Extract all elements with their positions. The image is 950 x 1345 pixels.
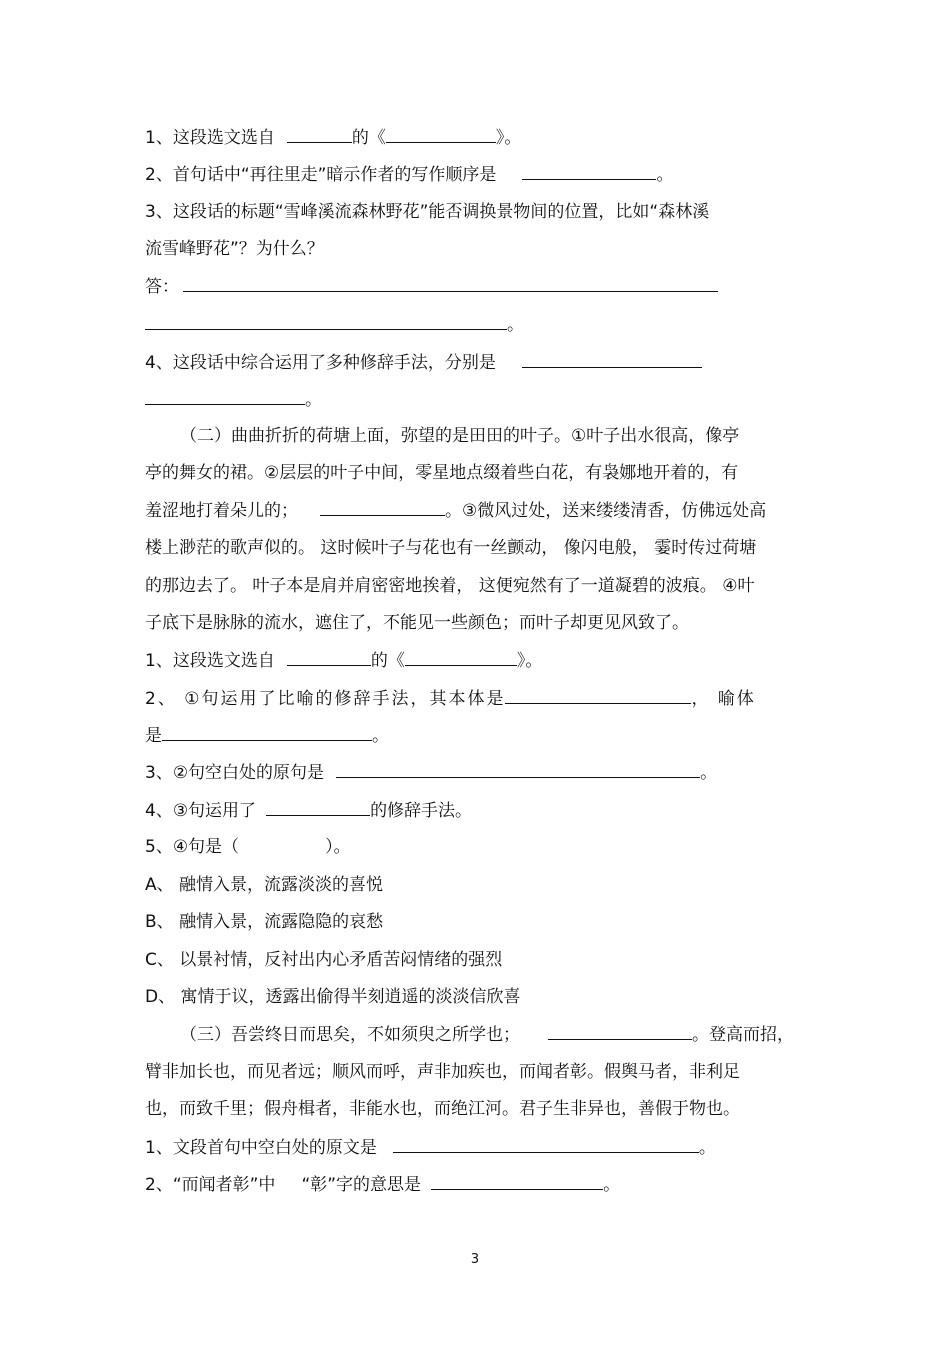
s3-q2-blank[interactable]: [431, 1173, 603, 1190]
s3-q1-end: 。: [698, 1138, 716, 1158]
s2-q5-end: ）。: [325, 837, 351, 857]
s1-q4-text: 4、这段话中综合运用了多种修辞手法，分别是: [145, 353, 496, 373]
s2-passage-line6: 子底下是脉脉的流水，遮住了，不能见一些颜色；而叶子却更见风致了。: [145, 613, 689, 633]
s2-passage-blank[interactable]: [320, 499, 445, 516]
s2-passage-line1: （二）曲曲折折的荷塘上面，弥望的是田田的叶子。①叶子出水很高，像亭: [180, 426, 740, 446]
page-number: 3: [470, 1252, 480, 1267]
s1-q4-end: 。: [305, 390, 322, 410]
s2-q3: [145, 761, 717, 784]
s2-q5: [145, 836, 351, 858]
s3-line1-b: 。登高而招，: [692, 1025, 794, 1045]
s2-passage-line3-a: 羞涩地打着朵儿的；: [145, 501, 298, 521]
s3-line1: [180, 1023, 794, 1046]
s3-q1-text: 1、文段首句中空白处的原文是: [145, 1138, 377, 1158]
s2-q4-blank[interactable]: [266, 799, 370, 816]
s3-q2-text-b: “彰”字的意思是: [301, 1175, 422, 1195]
s2-passage-line5: 的那边去了。 叶子本是肩并肩密密地挨着， 这便宛然有了一道凝碧的波痕。 ④叶: [145, 576, 755, 596]
s2-q2-end: 。: [372, 726, 389, 746]
s1-q2-blank[interactable]: [522, 163, 656, 180]
s2-q2-vehicle-label: ， 喻体: [691, 689, 756, 709]
s2-option-d[interactable]: D、 寓情于议，透露出偷得半刻逍遥的淡淡信欣喜: [145, 987, 521, 1007]
s2-q1-blank-author[interactable]: [287, 649, 371, 666]
s1-q3-line1: 3、这段话的标题“雪峰溪流森林野花”能否调换景物间的位置，比如“森林溪: [145, 202, 710, 222]
s2-q4-end: 的修辞手法。: [370, 801, 473, 821]
s1-q1: [145, 126, 521, 149]
s2-q1-text: 1、这段选文选自: [145, 651, 275, 671]
s2-option-c[interactable]: C、 以景衬情，反衬出内心矛盾苦闷情绪的强烈: [145, 950, 503, 970]
s1-answer-blank-1[interactable]: [183, 275, 718, 292]
s2-q2-text: 2、 ①句运用了比喻的修辞手法，其本体是: [145, 689, 506, 709]
s1-answer-line2: [145, 313, 524, 336]
s1-q1-of: 的《: [351, 128, 386, 148]
s2-q4-text: 4、③句运用了: [145, 801, 257, 821]
s1-q2-text: 2、首句话中“再往里走”暗示作者的写作顺序是: [145, 165, 497, 185]
s1-answer-end: 。: [507, 315, 524, 335]
s2-q3-text: 3、②句空白处的原句是: [145, 763, 325, 783]
s1-q1-text: 1、这段选文选自: [145, 128, 275, 148]
s3-line2: 臂非加长也，而见者远；顺风而呼，声非加疾也，而闻者彰。假舆马者，非利足: [145, 1062, 740, 1082]
s2-passage-line4: 楼上渺茫的歌声似的。 这时候叶子与花也有一丝颤动， 像闪电般， 霎时传过荷塘: [145, 538, 757, 558]
s1-q1-close: 》。: [495, 128, 522, 148]
s2-q2: [145, 687, 756, 710]
s2-passage-line3-b: 。③微风过处，送来缕缕清香，仿佛远处高: [445, 501, 767, 521]
s2-q1: [145, 649, 542, 672]
s2-q5-text: 5、④句是（: [145, 837, 240, 857]
s2-passage-line3: [145, 499, 766, 522]
s2-option-a[interactable]: A、 融情入景，流露淡淡的喜悦: [145, 875, 384, 895]
s2-q1-close: 》。: [516, 651, 543, 671]
s2-q3-blank[interactable]: [336, 761, 700, 778]
s3-q2-text: 2、“而闻者彰”中: [145, 1175, 276, 1195]
s1-q4-blank-1[interactable]: [522, 351, 702, 368]
s3-q2: [145, 1173, 620, 1196]
s3-q1-blank[interactable]: [393, 1136, 699, 1153]
s1-q2: [145, 163, 673, 186]
s2-q3-end: 。: [700, 763, 718, 783]
s1-q4: [145, 351, 702, 374]
s1-q1-blank-author[interactable]: [287, 126, 352, 143]
s2-q2-shi: 是: [145, 726, 162, 746]
s2-q1-blank-title[interactable]: [405, 649, 517, 666]
s1-answer-line1: [145, 275, 718, 298]
s2-passage-line2: 亭的舞女的裙。②层层的叶子中间，零星地点缀着些白花，有袅娜地开着的，有: [145, 463, 739, 483]
s3-q1: [145, 1136, 716, 1159]
s2-q2-blank-tenor[interactable]: [505, 687, 691, 704]
s1-q1-blank-title[interactable]: [386, 126, 496, 143]
s1-q4-blank-2[interactable]: [145, 388, 305, 405]
s1-answer-blank-2[interactable]: [145, 313, 507, 330]
s3-blank[interactable]: [548, 1023, 692, 1040]
s1-q3-line2: 流雪峰野花”？为什么？: [145, 239, 324, 259]
s2-option-b[interactable]: B、 融情入景，流露隐隐的哀愁: [145, 912, 384, 932]
s1-q4-line2: [145, 388, 322, 411]
answer-label: 答：: [145, 277, 179, 297]
s2-q2-blank-vehicle[interactable]: [162, 724, 372, 741]
s2-q2-line2: [145, 724, 389, 747]
s2-q1-of: 的《: [370, 651, 405, 671]
s3-q2-end: 。: [603, 1175, 621, 1195]
s3-line3: 也，而致千里；假舟楫者，非能水也，而绝江河。君子生非异也，善假于物也。: [145, 1099, 740, 1119]
s1-q2-end: 。: [656, 165, 674, 185]
s3-line1-a: （三）吾尝终日而思矣，不如须臾之所学也；: [180, 1025, 520, 1045]
s2-q4: [145, 799, 472, 822]
